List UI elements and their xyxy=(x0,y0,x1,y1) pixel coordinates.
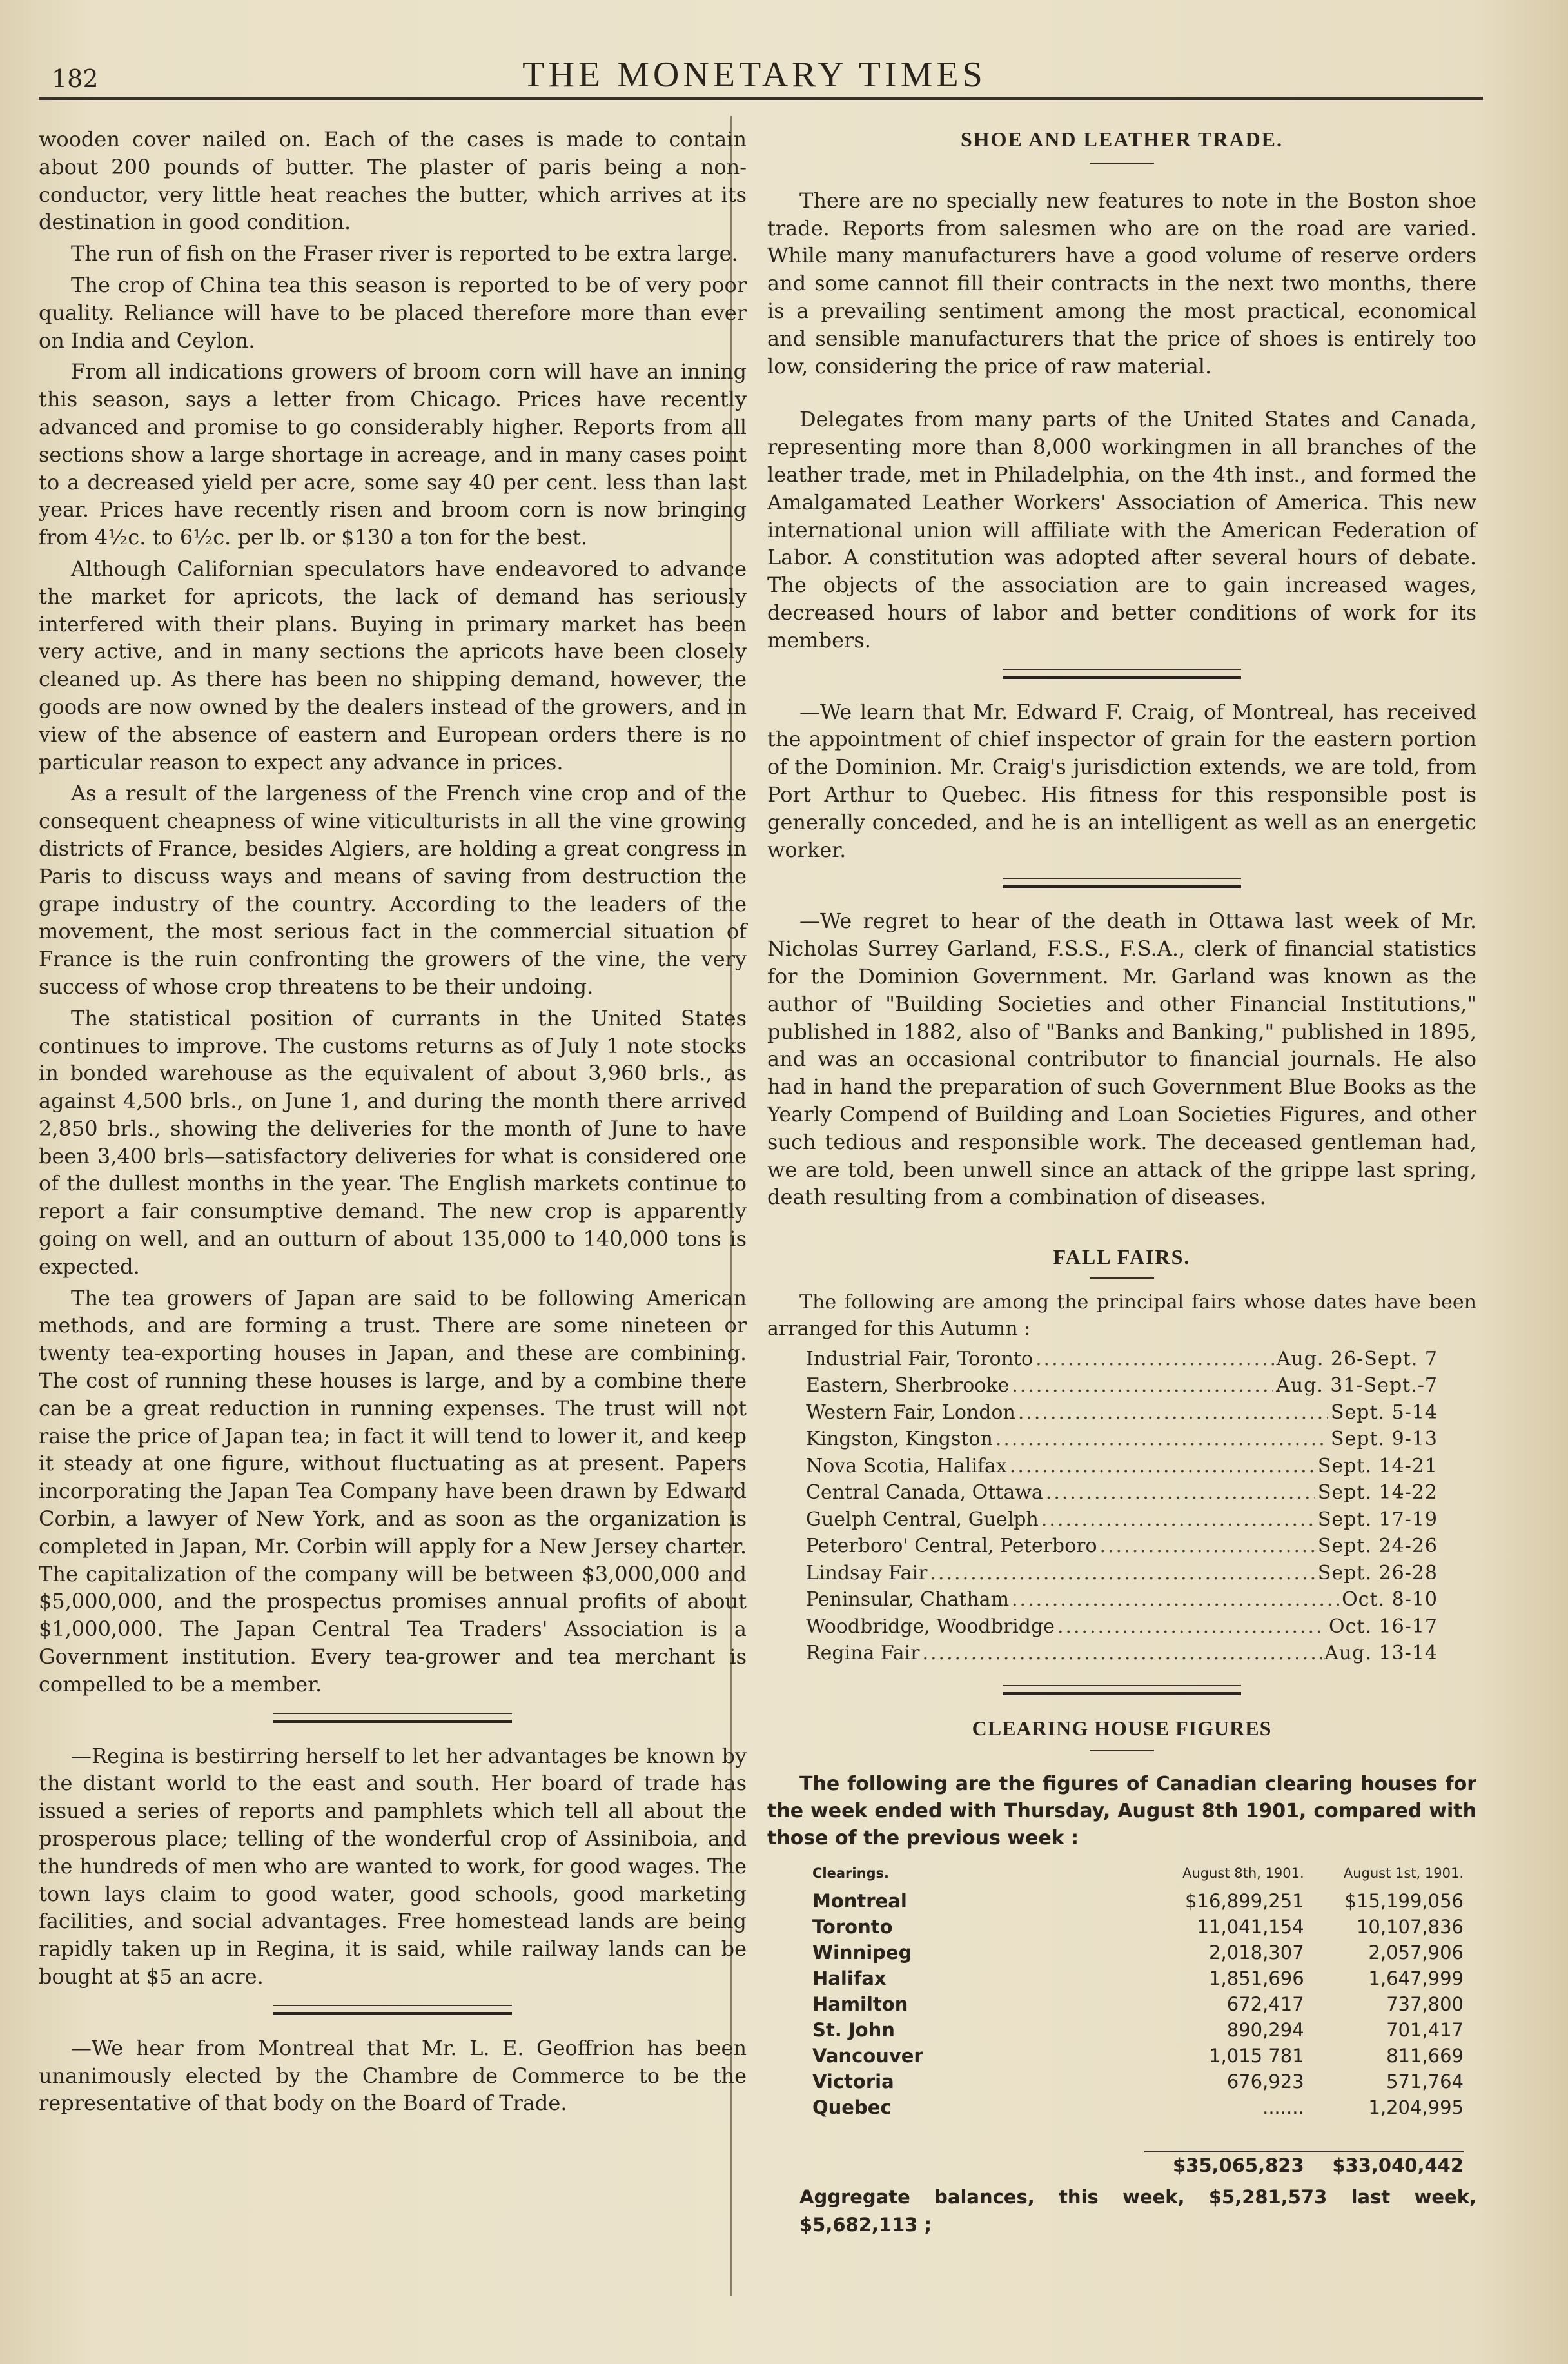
last-week-value: 10,107,836 xyxy=(1356,1916,1464,1938)
right-column xyxy=(767,126,1476,2239)
fair-date: Oct. 16-17 xyxy=(1328,1615,1438,1638)
city-name: Quebec xyxy=(812,2096,892,2119)
fair-row xyxy=(806,1426,1438,1453)
section-rule xyxy=(273,2005,512,2015)
fair-date: Sept. 24-26 xyxy=(1317,1535,1438,1558)
article-regina: —Regina is bestirring herself to let her advantages be known by the distant world to the east and south. Her board of trade has issued a series of reports and pamphlets which tell all about the prosperous place; telling of the wonderful crop of Assiniboia, and the hundreds of men who are wanted to work, for good wages. The town lays claim to good water, good schools, good marketing facilities, and social advantages. Free homestead lands are being rapidly taken up in Regina, it is said, while railway lands can be bought at $5 an acre. xyxy=(39,1743,747,1989)
last-week-value: 1,204,995 xyxy=(1368,2096,1464,2119)
left-column xyxy=(39,126,747,2121)
table-row xyxy=(812,1940,1464,1965)
city-name: Winnipeg xyxy=(812,1942,912,1964)
fair-name: Peterboro' Central, Peterboro xyxy=(806,1535,1097,1558)
aggregate-balances: Aggregate balances, this week, $5,281,573 last week, $5,682,113 ; xyxy=(799,2186,1476,2236)
clearing-house-title: CLEARING HOUSE FIGURES xyxy=(972,1716,1272,1740)
fair-row xyxy=(806,1640,1438,1667)
fair-name: Western Fair, London xyxy=(806,1401,1015,1424)
this-week-value: 11,041,154 xyxy=(1197,1916,1304,1938)
article-japan-tea-trust: The tea growers of Japan are said to be following American methods, and are forming a trust. There are some nineteen or twenty tea-exporting houses in Japan, and these are combining. The cost of running these houses is large, and by a combine there can be a great reduction in running expenses. The trust will not raise the price of Japan tea; in fact it will tend to lower it, and keep it steady at one figure, without fluctuating as at present. Papers incorporating the Japan Tea Company have been drawn by Edward Corbin, a lawyer of New York, and as soon as the organization is completed in Japan, Mr. Corbin will apply for a New Jersey charter. The capitalization of the company will be between $3,000,000 and $5,000,000, and the prospectus promises annual profits of about $1,000,000. The Japan Central Tea Traders' Association is a Government institution. Every tea-grower and tea merchant is compelled to be a member. xyxy=(39,1285,747,1697)
article-leather-workers: Delegates from many parts of the United States and Canada, representing more than 8,000 workingmen in all branches of the leather trade, met in Philadelphia, on the 4th inst., and formed the Amalgamated Leather Workers' Association of America. This new international union will affiliate with the American Federation of Labor. A constitution was adopted after several hours of debate. The objects of the association are to gain increased wages, decreased hours of labor and better conditions of work for its members. xyxy=(767,407,1476,653)
this-week-value: ....... xyxy=(1262,2096,1304,2119)
shoe-leather-title: SHOE AND LEATHER TRADE. xyxy=(960,128,1284,151)
fair-date: Aug. 13-14 xyxy=(1324,1642,1438,1665)
fair-name: Industrial Fair, Toronto xyxy=(806,1347,1034,1370)
article-china-tea: The crop of China tea this season is reported to be of very poor quality. Reliance will have to be placed therefore more than ever on India and Ceylon. xyxy=(39,272,747,353)
fair-date: Sept. 5-14 xyxy=(1330,1401,1438,1424)
fair-name: Woodbridge, Woodbridge xyxy=(806,1615,1055,1638)
city-name: Vancouver xyxy=(812,2045,923,2067)
last-week-value: 701,417 xyxy=(1386,2019,1464,2042)
fair-row xyxy=(806,1399,1438,1426)
section-rule xyxy=(1003,1685,1241,1695)
fair-date: Sept. 17-19 xyxy=(1317,1508,1438,1531)
article-geoffrion: —We hear from Montreal that Mr. L. E. Geoffrion has been unanimously elected by the Chambre de Commerce to be the representative of that body on the Board of Trade. xyxy=(39,2035,747,2116)
title-rule xyxy=(1090,1750,1154,1751)
fall-fairs-title: FALL FAIRS. xyxy=(1053,1245,1191,1269)
fair-name: Central Canada, Ottawa xyxy=(806,1481,1043,1504)
fair-date: Sept. 26-28 xyxy=(1317,1561,1438,1584)
this-week-value: $16,899,251 xyxy=(1185,1890,1304,1913)
this-week-value: 676,923 xyxy=(1226,2071,1304,2093)
city-name: Toronto xyxy=(812,1916,893,1938)
last-week-value: 2,057,906 xyxy=(1368,1942,1464,1964)
section-rule xyxy=(1003,669,1241,679)
last-week-value: 811,669 xyxy=(1386,2045,1464,2067)
article-boston-shoe: There are no specially new features to note in the Boston shoe trade. Reports from salesmen who are on the road are varied. While many manufacturers have a good volume of reserve orders and some cannot fill their contracts in the next two months, there is a prevailing sentiment among the most practical, economical and sensible manufacturers that the price of shoes is entirely too low, considering the price of raw material. xyxy=(767,188,1476,379)
fair-row xyxy=(806,1479,1438,1506)
fair-row xyxy=(806,1560,1438,1587)
total-this-week: $35,065,823 xyxy=(1144,2120,1304,2178)
this-week-value: 1,851,696 xyxy=(1209,1967,1304,1990)
clearing-header-row xyxy=(812,1856,1464,1889)
fair-name: Eastern, Sherbrooke xyxy=(806,1374,1010,1397)
last-week-value: 1,647,999 xyxy=(1368,1967,1464,1990)
article-craig: —We learn that Mr. Edward F. Craig, of Montreal, has received the appointment of chief inspector of grain for the eastern portion of the Dominion. Mr. Craig's jurisdiction extends, we are told, from Port Arthur to Quebec. His fitness for this responsible post is generally conceded, and he is an intelligent as well as an energetic worker. xyxy=(767,699,1476,862)
last-week-value: 737,800 xyxy=(1386,1993,1464,2016)
table-row xyxy=(812,1965,1464,1991)
table-row xyxy=(812,2069,1464,2094)
section-rule xyxy=(1003,878,1241,888)
this-week-value: 890,294 xyxy=(1226,2019,1304,2042)
clearing-label-header: Clearings. xyxy=(812,1865,890,1881)
fair-row xyxy=(806,1346,1438,1373)
article-apricots: Although Californian speculators have endeavored to advance the market for apricots, the lack of demand has seriously interfered with their plans. Buying in primary market has been very active, and in many sections the apricots have been closely cleaned up. As there has been no shipping demand, however, the goods are now owned by the dealers instead of the growers, and in view of the absence of eastern and European orders there is no particular reason to expect any advance in prices. xyxy=(39,556,747,774)
fair-date: Aug. 26-Sept. 7 xyxy=(1276,1347,1438,1370)
fair-date: Oct. 8-10 xyxy=(1342,1588,1438,1611)
fair-name: Regina Fair xyxy=(806,1642,920,1665)
clearing-col1-header: August 8th, 1901. xyxy=(1182,1865,1304,1881)
fair-row xyxy=(806,1453,1438,1480)
page-number: 182 xyxy=(52,64,99,93)
table-row xyxy=(812,2017,1464,2043)
clearing-intro: The following are the figures of Canadian clearing houses for the week ended with Thursday, August 8th 1901, compared with those of the previous week : xyxy=(767,1772,1476,1849)
last-week-value: $15,199,056 xyxy=(1344,1890,1464,1913)
masthead-title: THE MONETARY TIMES xyxy=(522,55,986,95)
fair-name: Nova Scotia, Halifax xyxy=(806,1454,1007,1477)
title-rule xyxy=(1090,163,1154,164)
fair-name: Lindsay Fair xyxy=(806,1561,928,1584)
fair-date: Aug. 31-Sept.-7 xyxy=(1276,1374,1438,1397)
table-row xyxy=(812,1914,1464,1940)
last-week-value: 571,764 xyxy=(1386,2071,1464,2093)
header-rule xyxy=(39,97,1483,100)
this-week-value: 1,015 781 xyxy=(1209,2045,1304,2067)
fair-date: Sept. 14-22 xyxy=(1317,1481,1438,1504)
fair-date: Sept. 14-21 xyxy=(1317,1454,1438,1477)
fair-row xyxy=(806,1506,1438,1533)
table-row xyxy=(812,2094,1464,2120)
article-garland: —We regret to hear of the death in Ottawa last week of Mr. Nicholas Surrey Garland, F.S.S., F.S.A., clerk of financial statistics for the Dominion Government. Mr. Garland was known as the author of "Building Societies and other Financial Institutions," published in 1882, also of "Banks and Banking," published in 1895, and was an occasional contributor to financial journals. He also had in hand the preparation of such Government Blue Books as the Yearly Compend of Building and Loan Societies Figures, and other such tedious and responsible work. The deceased gentleman had, we are told, been unwell since an attack of the grippe last spring, death resulting from a combination of diseases. xyxy=(767,909,1476,1210)
city-name: Halifax xyxy=(812,1967,887,1990)
article-broom-corn: From all indications growers of broom corn will have an inning this season, says a letter from Chicago. Prices have recently advanced and promise to go considerably higher. Reports from all sections show a large shortage in acreage, and in many cases point to a decreased yield per acre, some say 40 per cent. less than last year. Prices have recently risen and broom corn is now bringing from 4½c. to 6½c. per lb. or $130 a ton for the best. xyxy=(39,359,747,550)
this-week-value: 672,417 xyxy=(1226,1993,1304,2016)
page-header xyxy=(45,45,1489,103)
article-currants: The statistical position of currants in the United States continues to improve. The customs returns as of July 1 note stocks in bonded warehouse as the equivalent of about 3,960 brls., as against 4,500 brls., on June 1, and during the month there arrived 2,850 brls., showing the deliveries for the month of June to have been 3,400 brls—satisfactory deliveries for what is considered one of the dullest months in the year. The English markets continue to report a fair consumptive demand. The new crop is apparently going on well, and an outturn of about 135,000 to 140,000 tons is expected. xyxy=(39,1005,747,1279)
fair-row xyxy=(806,1372,1438,1399)
this-week-value: 2,018,307 xyxy=(1209,1942,1304,1964)
fairs-list xyxy=(806,1346,1438,1667)
fair-row xyxy=(806,1533,1438,1560)
article-butter-continued: wooden cover nailed on. Each of the cases is made to contain about 200 pounds of butter. The plaster of paris being a non-conductor, very little heat reaches the butter, which arrives at its destination in good condition. xyxy=(39,127,747,235)
city-name: Victoria xyxy=(812,2071,894,2093)
clearing-col2-header: August 1st, 1901. xyxy=(1343,1865,1464,1881)
fair-name: Guelph Central, Guelph xyxy=(806,1508,1039,1531)
fair-date: Sept. 9-13 xyxy=(1330,1428,1438,1451)
city-name: St. John xyxy=(812,2019,895,2042)
city-name: Montreal xyxy=(812,1890,907,1913)
fair-row xyxy=(806,1586,1438,1613)
clearing-table xyxy=(812,1856,1464,2179)
fair-name: Peninsular, Chatham xyxy=(806,1588,1010,1611)
table-row xyxy=(812,2043,1464,2069)
clearing-totals-row xyxy=(812,2120,1464,2178)
section-rule xyxy=(273,1713,512,1723)
article-french-vine: As a result of the largeness of the French vine crop and of the consequent cheapness of wine viticulturists in all the vine growing districts of France, besides Algiers, are holding a great congress in Paris to discuss ways and means of saving from destruction the grape industry of the country. According to the leaders of the movement, the most serious fact in the commercial situation of France is the ruin confronting the growers of the vine, the very success of whose crop threatens to be their undoing. xyxy=(39,781,747,999)
fairs-intro: The following are among the principal fairs whose dates have been arranged for this Autumn : xyxy=(767,1290,1476,1340)
article-fraser-fish: The run of fish on the Fraser river is reported to be extra large. xyxy=(71,241,738,266)
fair-name: Kingston, Kingston xyxy=(806,1428,993,1451)
table-row xyxy=(812,1991,1464,2017)
fair-row xyxy=(806,1613,1438,1640)
city-name: Hamilton xyxy=(812,1993,908,2016)
title-rule xyxy=(1090,1277,1154,1279)
total-last-week: $33,040,442 xyxy=(1304,2120,1464,2178)
table-row xyxy=(812,1888,1464,1914)
